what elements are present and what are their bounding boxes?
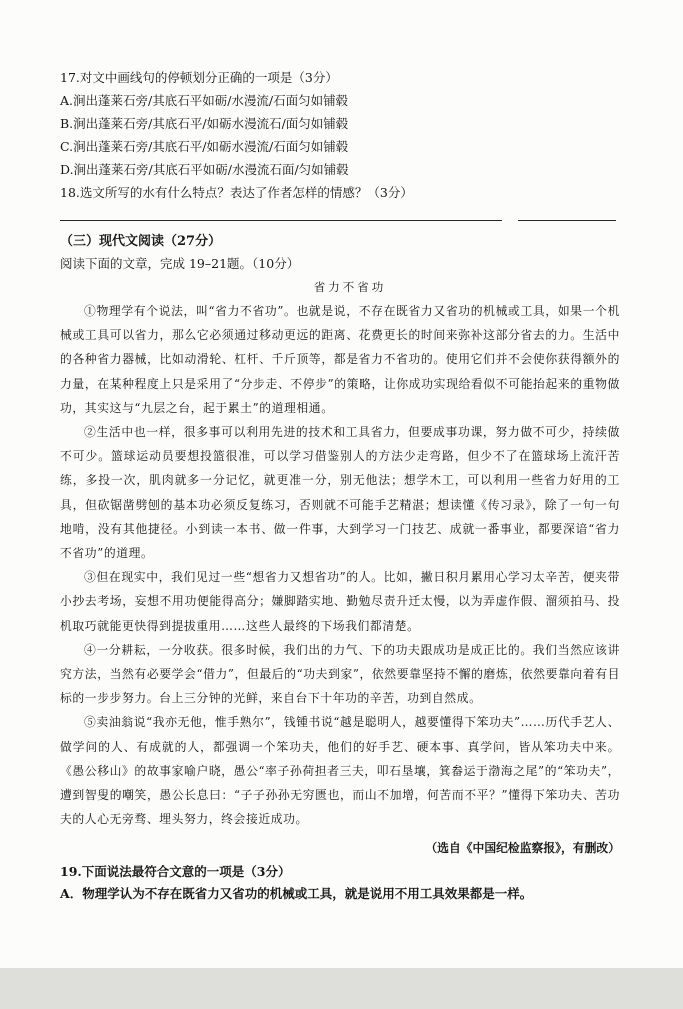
q18-stem: 18.选文所写的水有什么特点？表达了作者怎样的情感？（3分） [60, 185, 413, 200]
article-title: 省力不省功 [313, 280, 387, 294]
modern-reading-section [60, 231, 620, 905]
article-source: （选自《中国纪检监察报》，有删改） [425, 841, 620, 856]
q19-stem: 19.下面说法最符合文意的一项是（3分） [60, 864, 291, 880]
article-paragraph: ①物理学有个说法，叫“省力不省功”。也就是说，不存在既省力又省功的机械或工具，如果一个机械或工具可以省力，那么它必须通过移动更远的距离、花费更长的时间来弥补这部分省去的力。生活中的各种省力器械，比如动滑轮、杠杆、千斤顶等，都是省力不省功的。使用它们并不会使你获得额外的力量，在某种程度上只是采用了“分步走、不停步”的策略，让你成功实现给看似不可能抬起来的重物做功，其实这与“九层之台，起于累土”的道理相通。 [60, 304, 620, 415]
q17-option-c: C.涧出蓬莱石旁/其底石平/如砺水漫流/石面匀如铺毂 [60, 139, 349, 154]
q19-option-a: A．物理学认为不存在既省力又省功的机械或工具，就是说用不用工具效果都是一样。 [60, 886, 533, 902]
q17-option-d: D.涧出蓬莱石旁/其底石平如砺/水漫流石面/匀如铺毂 [60, 162, 349, 177]
article-paragraph: ④一分耕耘，一分收获。很多时候，我们出的力气、下的功夫跟成功是成正比的。我们当然应该讲究方法，当然有必要学会“借力”，但最后的“功夫到家”，依然要靠坚持不懈的磨炼，依然要靠向着有目标的一步步努力。台上三分钟的光鲜，来自台下十年功的辛苦，功到自然成。 [60, 642, 620, 706]
article-paragraph: ⑤卖油翁说“我亦无他，惟手熟尔”，钱锺书说“越是聪明人，越要懂得下笨功夫”……历代手艺人、做学问的人、有成就的人，都强调一个笨功夫，他们的好手艺、硬本事、真学问，皆从笨功夫中来。《愚公移山》的故事家喻户晓，愚公“率子孙荷担者三夫，叩石垦壤，箕畚运于渤海之尾”的“笨功夫”，遭到智叟的嘲笑，愚公长息曰：“子子孙孙无穷匮也，而山不加增，何苦而不平？”懂得下笨功夫、苦功夫的人心无旁骛、埋头努力，终会接近成功。 [60, 715, 620, 827]
answer-line [60, 220, 502, 221]
q17-option-a: A.涧出蓬莱石旁/其底石平如砺/水漫流/石面匀如铺毂 [60, 93, 349, 108]
q17-stem: 17.对文中画线句的停顿划分正确的一项是（3分） [60, 70, 338, 85]
section-title: （三）现代文阅读（27分） [60, 234, 222, 249]
answer-blank-lines [60, 220, 616, 226]
q17-option-b: B.涧出蓬莱石旁/其底石平/如砺水漫流石/面匀如铺毂 [60, 116, 349, 131]
bottom-margin-band [0, 968, 683, 1009]
article-paragraph: ③但在现实中，我们见过一些“想省力又想省功”的人。比如，撇日积月累用心学习太辛苦，便夹带小抄去考场，妄想不用功便能得高分；嫌脚踏实地、勤勉尽责升迁太慢，以为弄虚作假、溜须拍马、投机取巧就能更快得到提拔重用……这些人最终的下场我们都清楚。 [60, 570, 620, 633]
section-intro: 阅读下面的文章，完成 19–21题。（10分） [60, 256, 300, 271]
question-17-18-block [60, 66, 650, 204]
answer-line [518, 220, 616, 221]
article-paragraph: ②生活中也一样，很多事可以利用先进的技术和工具省力，但要成事功课，努力做不可少，持续做不可少。篮球运动员要想投篮很准，可以学习借鉴别人的方法少走弯路，但少不了在篮球场上流汗苦练，多投一次，肌肉就多一分记忆，就更准一分，别无他法；想学木工，可以利用一些省力好用的工具，但砍锯凿劈刨的基本功必须反复练习，否则就不可能手艺精湛；想读懂《传习录》，除了一句一句地啃，没有其他捷径。小到读一本书、做一件事，大到学习一门技艺、成就一番事业，都要深谙“省力不省功”的道理。 [60, 425, 620, 561]
